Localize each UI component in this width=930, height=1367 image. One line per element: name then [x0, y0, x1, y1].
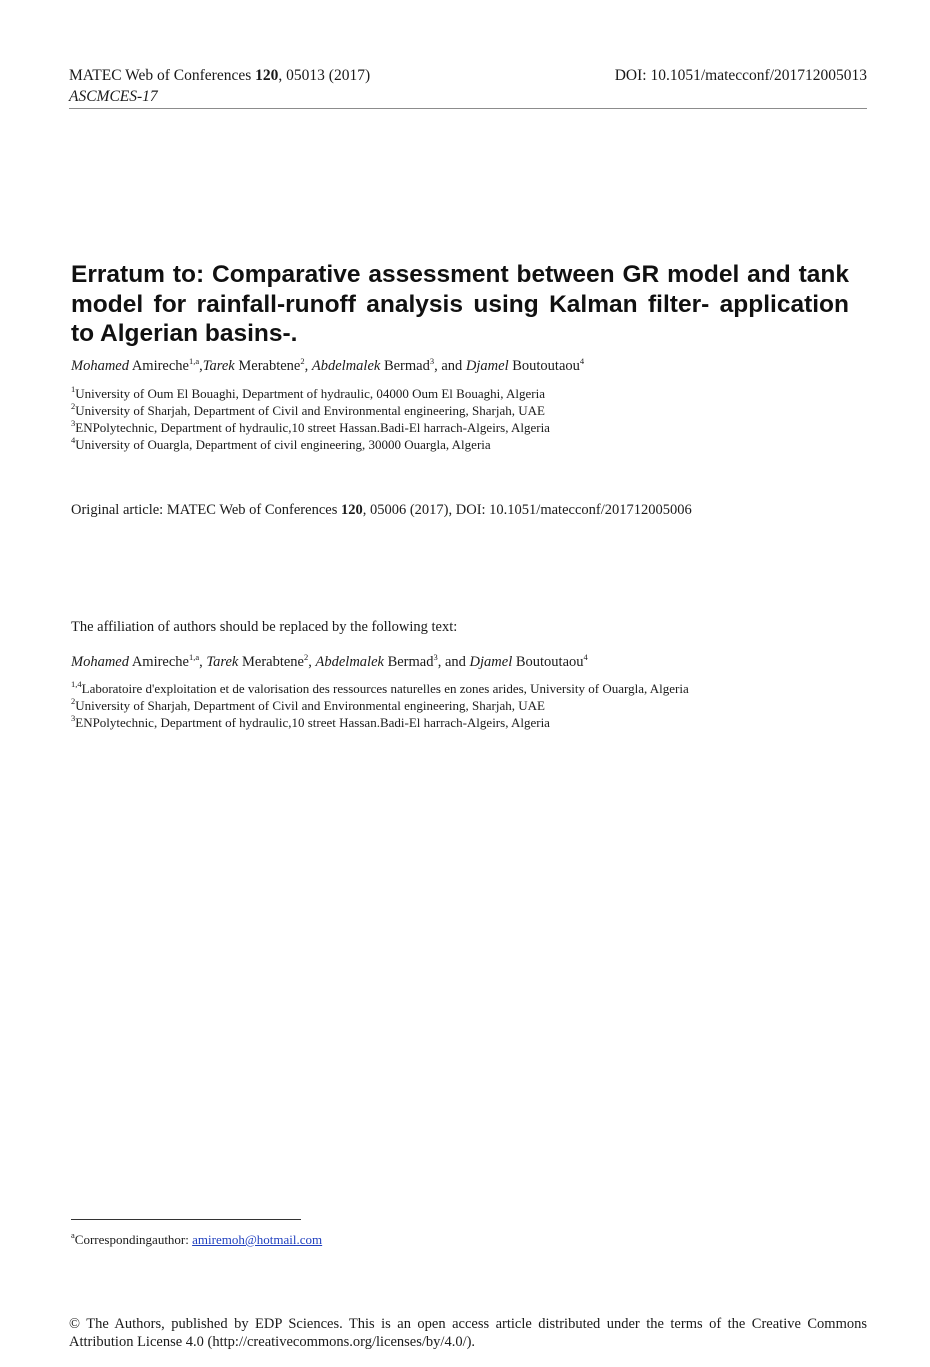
author-affiliation-marker: 4	[583, 652, 588, 662]
author-first-name: Abdelmalek	[311, 358, 381, 374]
authors-corrected	[71, 653, 588, 671]
original-article-reference	[71, 501, 692, 519]
original-article-volume: 120	[340, 502, 363, 518]
correction-intro: The affiliation of authors should be replaced by the following text:	[71, 619, 458, 635]
author-first-name: Tarek	[202, 358, 235, 374]
affiliation-text: University of Ouargla, Department of civil engineering, 30000 Ouargla, Algeria	[75, 437, 491, 452]
affiliations-original	[71, 385, 550, 453]
license-notice: © The Authors, published by EDP Sciences. This is an open access article distributed under the terms of the Creative Commons Attribution License 4.0 (http://creativecommons.org/licenses/by/4.0/).	[69, 1316, 867, 1350]
affiliation-marker: 3	[71, 418, 76, 428]
affiliation-marker: 2	[71, 696, 76, 706]
affiliation-line	[71, 680, 689, 697]
journal-prefix: MATEC Web of Conferences	[69, 67, 256, 84]
affiliation-line	[71, 714, 689, 731]
journal-volume: 120	[255, 67, 279, 84]
author-affiliation-marker: 4	[579, 356, 585, 366]
affiliation-text: University of Sharjah, Department of Civil and Environmental engineering, Sharjah, UAE	[75, 403, 545, 418]
author-first-name: Mohamed	[71, 358, 129, 374]
footnote-marker: a	[71, 1230, 75, 1240]
affiliations-corrected	[71, 680, 689, 731]
author-first-name: Djamel	[465, 358, 509, 374]
affiliation-marker: 1,4	[71, 679, 82, 689]
author-last-name: Bermad	[380, 358, 430, 374]
header-divider	[69, 108, 867, 109]
affiliation-marker: 2	[71, 401, 76, 411]
footnote-label: Correspondingauthor:	[74, 1232, 193, 1247]
author-last-name: Merabtene	[234, 358, 301, 374]
original-article-suffix: , 05006 (2017), DOI: 10.1051/matecconf/201712005006	[362, 502, 692, 518]
conference-name: ASCMCES-17	[69, 88, 158, 105]
author-affiliation-marker: 1,a	[189, 652, 200, 662]
affiliation-line	[71, 385, 550, 402]
affiliation-marker: 3	[71, 713, 76, 723]
affiliation-line	[71, 436, 550, 453]
affiliation-text: ENPolytechnic, Department of hydraulic,10 street Hassan.Badi-El harrach-Algeirs, Algeria	[75, 715, 550, 730]
original-article-prefix: Original article: MATEC Web of Conferences	[71, 502, 341, 518]
affiliation-line	[71, 419, 550, 436]
author-last-name: Amireche	[129, 358, 189, 374]
affiliation-line	[71, 402, 550, 419]
corresponding-email-link[interactable]: amiremoh@hotmail.com	[192, 1232, 323, 1247]
affiliation-line	[71, 697, 689, 714]
author-last-name: Amireche	[129, 654, 189, 670]
author-separator: , and	[434, 358, 466, 374]
affiliation-marker: 4	[71, 435, 76, 445]
author-affiliation-marker: 1,a	[189, 356, 200, 366]
author-separator: , and	[437, 654, 470, 670]
affiliation-text: Laboratoire d'exploitation et de valorisation des ressources naturelles en zones arides, University of Ouargla, Algeria	[81, 681, 689, 696]
affiliation-text: University of Sharjah, Department of Civil and Environmental engineering, Sharjah, UAE	[75, 698, 545, 713]
author-first-name: Djamel	[469, 654, 513, 670]
paper-title: Erratum to: Comparative assessment between GR model and tank model for rainfall-runoff analysis using Kalman filter- application to Algerian basins-.	[71, 261, 849, 347]
affiliation-text: ENPolytechnic, Department of hydraulic,10 street Hassan.Badi-El harrach-Algeirs, Algeria	[75, 420, 550, 435]
author-last-name: Merabtene	[238, 654, 304, 670]
authors-original	[71, 357, 584, 375]
author-separator: ,	[308, 654, 316, 670]
author-affiliation-marker: 2	[304, 652, 309, 662]
author-last-name: Boutoutaou	[508, 358, 580, 374]
affiliation-text: University of Oum El Bouaghi, Department of hydraulic, 04000 Oum El Bouaghi, Algeria	[75, 386, 545, 401]
author-separator: ,	[199, 358, 203, 374]
author-first-name: Abdelmalek	[315, 654, 384, 670]
journal-article-suffix: , 05013 (2017)	[278, 67, 371, 84]
header-doi: DOI: 10.1051/matecconf/201712005013	[614, 67, 867, 84]
author-separator: ,	[304, 358, 312, 374]
footnote-divider	[71, 1219, 301, 1220]
author-first-name: Tarek	[206, 654, 239, 670]
journal-citation	[69, 66, 370, 86]
author-affiliation-marker: 3	[433, 652, 438, 662]
author-affiliation-marker: 3	[429, 356, 435, 366]
author-affiliation-marker: 2	[300, 356, 305, 366]
corresponding-author-footnote	[71, 1231, 322, 1248]
author-last-name: Bermad	[383, 654, 434, 670]
author-separator: ,	[199, 654, 207, 670]
affiliation-marker: 1	[71, 384, 76, 394]
author-last-name: Boutoutaou	[512, 654, 584, 670]
author-first-name: Mohamed	[71, 654, 129, 670]
